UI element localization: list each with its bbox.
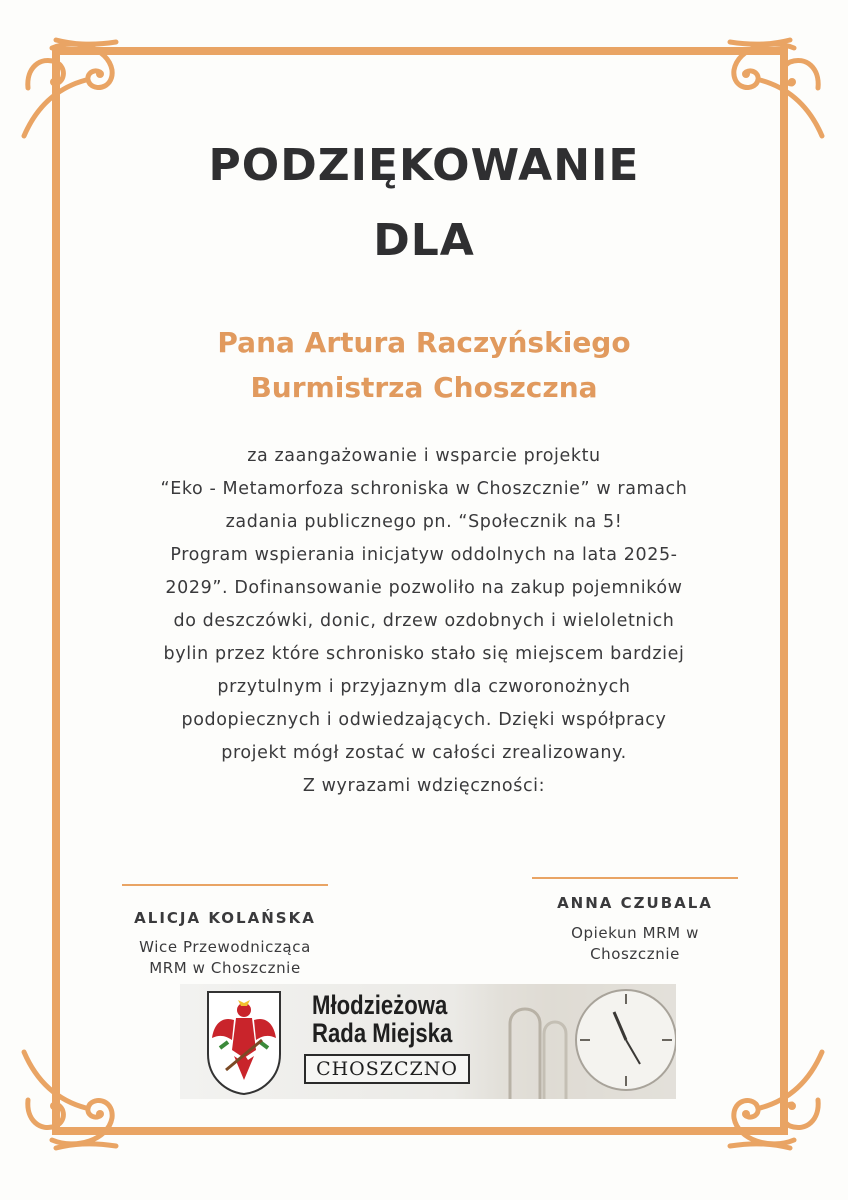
logo-city: CHOSZCZNO: [316, 1058, 458, 1080]
body-line: 2029”. Dofinansowanie pozwoliło na zakup pojemników: [165, 578, 683, 598]
body-line: zadania publicznego pn. “Społecznik na 5!: [225, 512, 623, 532]
signatory-left-role-line-2: MRM w Choszcznie: [149, 959, 301, 977]
signatory-right-role: [520, 923, 750, 965]
recipient-role: Burmistrza Choszczna: [250, 371, 598, 404]
signature-line-right: [532, 877, 738, 879]
corner-ornament-top-left: [16, 28, 136, 148]
coat-of-arms-eagle-icon: [204, 988, 284, 1096]
logo-city-box: [304, 1054, 470, 1084]
body-line: “Eko - Metamorfoza schroniska w Choszcznie” w ramach: [160, 479, 688, 499]
logo-title-line-1: Młodzieżowa: [312, 990, 448, 1020]
signatory-left-name: ALICJA KOLAŃSKA: [134, 909, 316, 927]
body-line: podopiecznych i odwiedzających. Dzięki współpracy: [181, 710, 667, 730]
signatory-right-role-line-1: Opiekun MRM w: [571, 924, 699, 942]
body-line: Program wspierania inicjatyw oddolnych na lata 2025-: [170, 545, 678, 565]
title-line-2: DLA: [373, 215, 475, 266]
clock-tower-illustration-icon: [500, 984, 676, 1099]
body-line: przytulnym i przyjaznym dla czworonożnych: [217, 677, 631, 697]
body-text: [110, 440, 738, 803]
body-line: projekt mógł zostać w całości zrealizowany.: [221, 743, 627, 763]
corner-ornament-bottom-right: [710, 1040, 830, 1160]
signatory-right-role-line-2: Choszcznie: [590, 945, 680, 963]
corner-ornament-bottom-left: [16, 1040, 136, 1160]
recipient-name: Pana Artura Raczyńskiego: [217, 326, 631, 359]
body-line: bylin przez które schronisko stało się miejscem bardziej: [163, 644, 685, 664]
signatory-right-name: ANNA CZUBALA: [557, 894, 713, 912]
corner-ornament-top-right: [710, 28, 830, 148]
closing-line: Z wyrazami wdzięczności:: [302, 776, 546, 796]
signature-line-left: [122, 884, 328, 886]
body-line: do deszczówki, donic, drzew ozdobnych i wieloletnich: [173, 611, 675, 631]
body-line: za zaangażowanie i wsparcie projektu: [247, 446, 601, 466]
title-line-1: PODZIĘKOWANIE: [208, 140, 640, 191]
council-logo-banner: [180, 984, 676, 1099]
logo-title-line-2: Rada Miejska: [312, 1018, 453, 1048]
signatory-left-role-line-1: Wice Przewodnicząca: [139, 938, 311, 956]
signatory-left-role: [100, 937, 350, 979]
